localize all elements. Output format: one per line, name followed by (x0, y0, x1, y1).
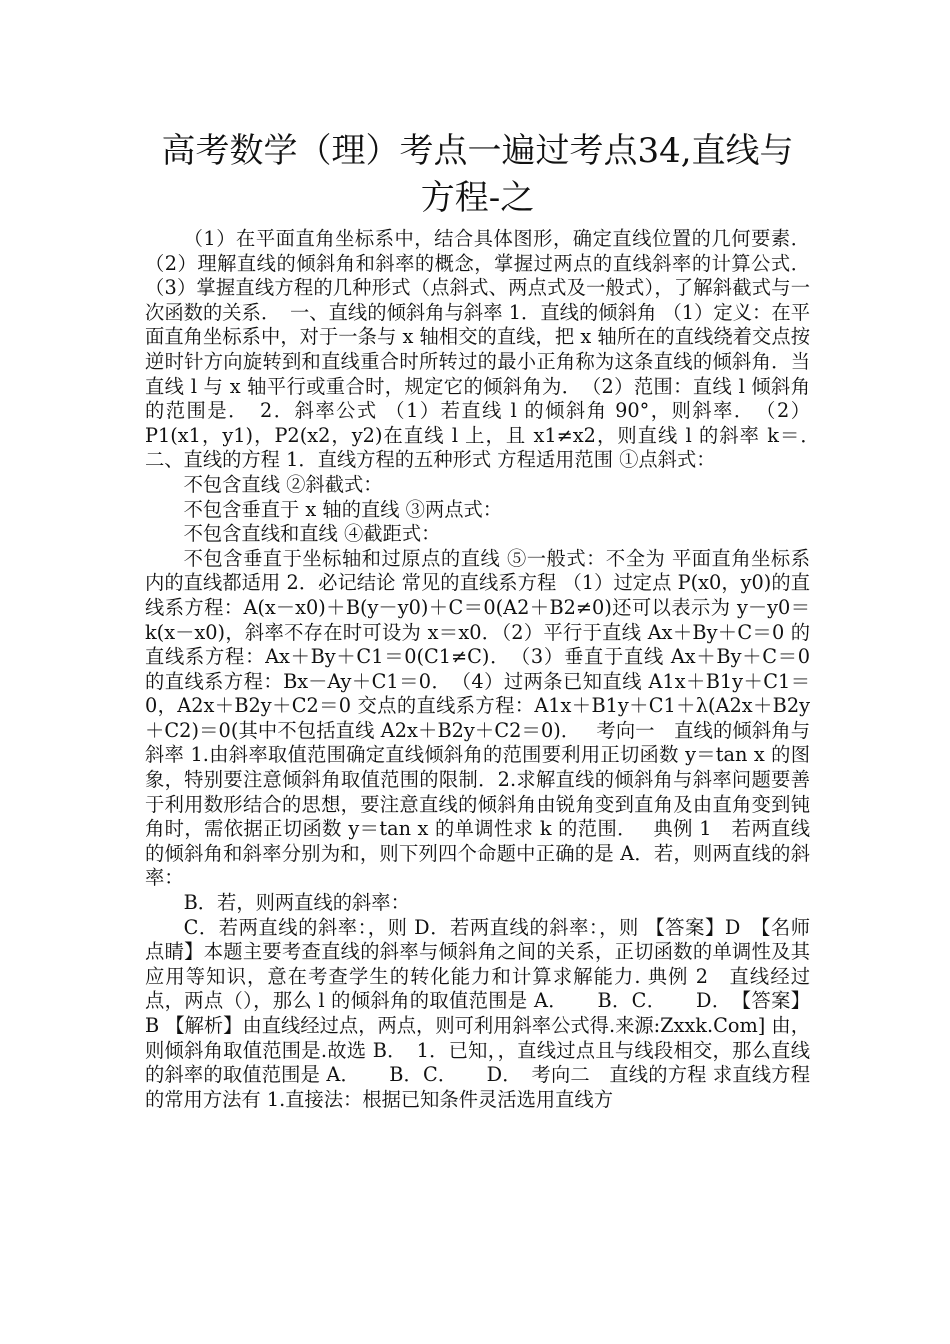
paragraph: 不包含垂直于 x 轴的直线 ③两点式： (183, 497, 503, 521)
paragraph: B．若，则两直线的斜率： (183, 891, 410, 915)
document-page (145, 128, 830, 1112)
document-title: 高考数学（理）考点一遍过考点34,直线与方程-之 (161, 131, 794, 218)
paragraph: 不包含垂直于坐标轴和过原点的直线 ⑤一般式：不全为 平面直角坐标系内的直线都适用 2．必记结论 常见的直线系方程 （1）过定点 P(x0，y0)的直线系方程：A(x－x0)＋B(y－y0)＋C＝0(A2＋B2≠0)还可以表示为 y－y0＝k(x－x0)，斜率不存在时可设为 x＝x0．（2）平行于直线 Ax＋By＋C＝0 的直线系方程：Ax＋By＋C1＝0(C1≠C)． （3）垂直于直线 Ax＋By＋C＝0 的直线系方程：Bx－Ay＋C1＝0． （4）过两条已知直线 A1x＋B1y＋C1＝0，A2x＋B2y＋C2＝0 交点的直线系方程：A1x＋B1y＋C1＋λ(A2x＋B2y＋C2)＝0(其中不包括直线 A2x＋B2y＋C2＝0)． 考向一 直线的倾斜角与斜率 1.由斜率取值范围确定直线倾斜角的范围要利用正切函数 y＝tan x 的图象，特别要注意倾斜角取值范围的限制．2.求解直线的倾斜角与斜率问题要善于利用数形结合的思想，要注意直线的倾斜角由锐角变到直角及由直角变到钝角时，需依据正切函数 y＝tan x 的单调性求 k 的范围． 典例 1 若两直线的倾斜角和斜率分别为和，则下列四个命题中正确的是 A．若，则两直线的斜率： (145, 546, 810, 890)
paragraph: C．若两直线的斜率：，则 D．若两直线的斜率：，则 【答案】D 【名师点睛】本题主要考查直线的斜率与倾斜角之间的关系，正切函数的单调性及其应用等知识，意在考查学生的转化能力和计算求解能力. 典例 2 直线经过点，两点（），那么 l 的倾斜角的取值范围是 A． B．C． D． 【答案】B 【解析】由直线经过点，两点，则可利用斜率公式得.来源:Zxxk.Com] 由，则倾斜角取值范围是.故选 B． 1．已知，，直线过点且与线段相交，那么直线的斜率的取值范围是 A． B．C． D． 考向二 直线的方程 求直线方程的常用方法有 1.直接法：根据已知条件灵活选用直线方 (145, 915, 810, 1111)
paragraph: （1）在平面直角坐标系中，结合具体图形，确定直线位置的几何要素．（2）理解直线的倾斜角和斜率的概念，掌握过两点的直线斜率的计算公式．（3）掌握直线方程的几种形式（点斜式、两点式及一般式），了解斜截式与一次函数的关系． 一、直线的倾斜角与斜率 1．直线的倾斜角 （1）定义：在平面直角坐标系中，对于一条与 x 轴相交的直线，把 x 轴所在的直线绕着交点按逆时针方向旋转到和直线重合时所转过的最小正角称为这条直线的倾斜角．当直线 l 与 x 轴平行或重合时，规定它的倾斜角为． （2）范围：直线 l 倾斜角的范围是． 2．斜率公式 （1）若直线 l 的倾斜角 90°，则斜率． （2）P1(x1，y1)，P2(x2，y2)在直线 l 上，且 x1≠x2，则直线 l 的斜率 k＝． 二、直线的方程 1．直线方程的五种形式 方程适用范围 ①点斜式： (145, 227, 830, 472)
paragraph: 不包含直线和直线 ④截距式： (183, 522, 441, 546)
paragraph: 不包含直线 ②斜截式： (183, 472, 383, 496)
document-body (145, 227, 830, 1112)
